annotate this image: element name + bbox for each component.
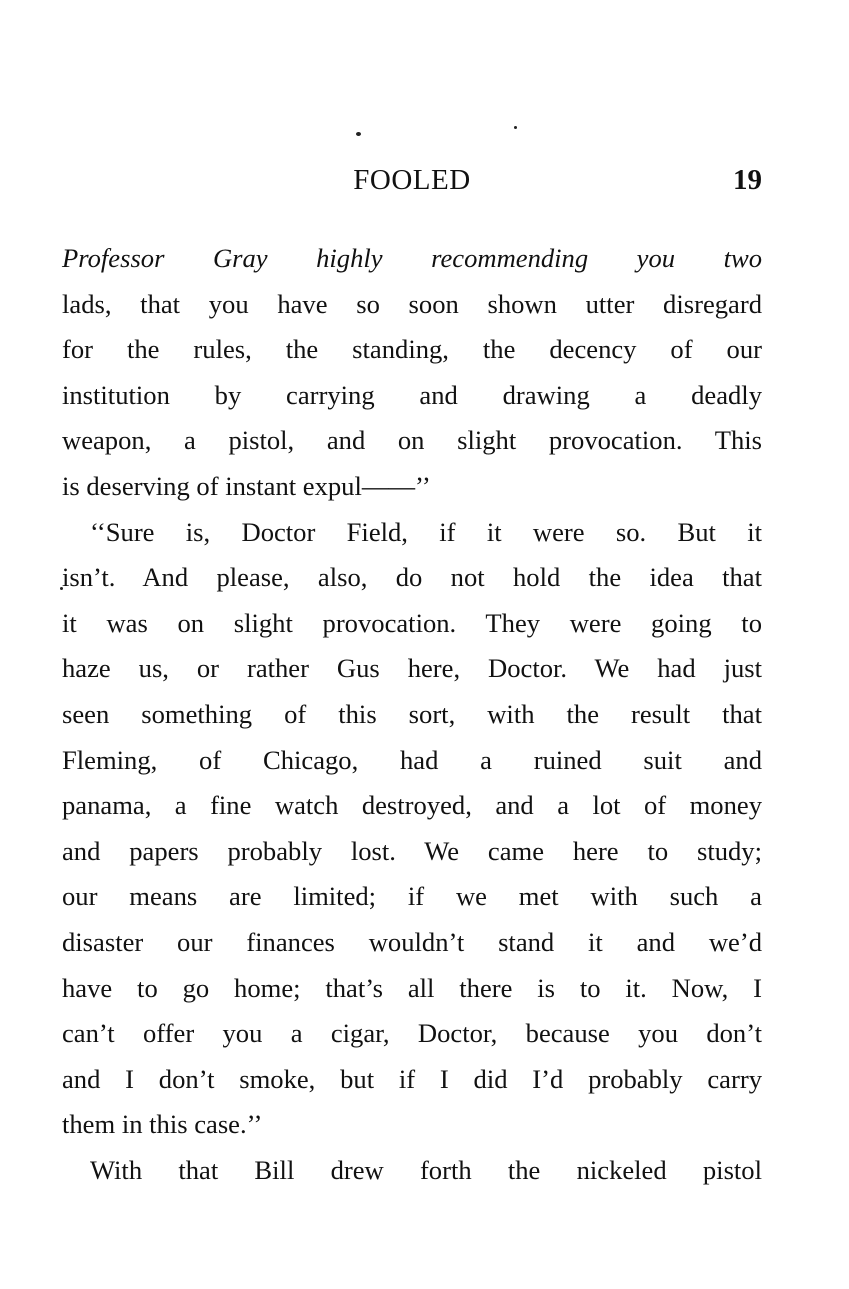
text-line: haze us, or rather Gus here, Doctor. We had just (62, 653, 762, 684)
text-line: panama, a fine watch destroyed, and a lot of money (62, 790, 762, 821)
text-line: isn’t. And please, also, do not hold the idea that (62, 562, 762, 593)
text-line: With that Bill drew forth the nickeled pistol (90, 1154, 762, 1185)
text-line: disaster our finances wouldn’t stand it and we’d (62, 926, 762, 957)
text-line: is deserving of instant expul——’’ (62, 470, 431, 501)
text-line: and papers probably lost. We came here to study; (62, 835, 762, 866)
text-line: our means are limited; if we met with such a (62, 881, 762, 912)
text-fragment: recommending (431, 243, 589, 273)
text-line: Fleming, of Chicago, had a ruined suit and (62, 744, 762, 775)
running-head: FOOLED (353, 164, 471, 196)
text-line: them in this case.’’ (62, 1109, 263, 1140)
text-line: and I don’t smoke, but if I did I’d probably carry (62, 1063, 762, 1094)
text-line: ‘‘Sure is, Doctor Field, if it were so. But it (90, 516, 762, 547)
ink-speck (356, 132, 361, 136)
text-line: can’t offer you a cigar, Doctor, because you don’t (62, 1018, 762, 1049)
text-line: weapon, a pistol, and on slight provocation. This (62, 425, 762, 456)
text-fragment: you two (588, 243, 762, 273)
ink-speck (514, 126, 517, 129)
text-fragment: Professor Gray highly (62, 243, 432, 273)
body-text (62, 236, 762, 1193)
text-line: institution by carrying and drawing a deadly (62, 379, 762, 410)
text-line: lads, that you have so soon shown utter disregard (62, 288, 762, 319)
page-number: 19 (733, 164, 762, 196)
text-line: seen something of this sort, with the result that (62, 698, 762, 729)
text-line: it was on slight provocation. They were going to (62, 607, 762, 638)
text-line: for the rules, the standing, the decency of our (62, 334, 762, 365)
text-line (62, 236, 762, 282)
text-line: have to go home; that’s all there is to it. Now, I (62, 972, 762, 1003)
page-header (62, 164, 762, 200)
